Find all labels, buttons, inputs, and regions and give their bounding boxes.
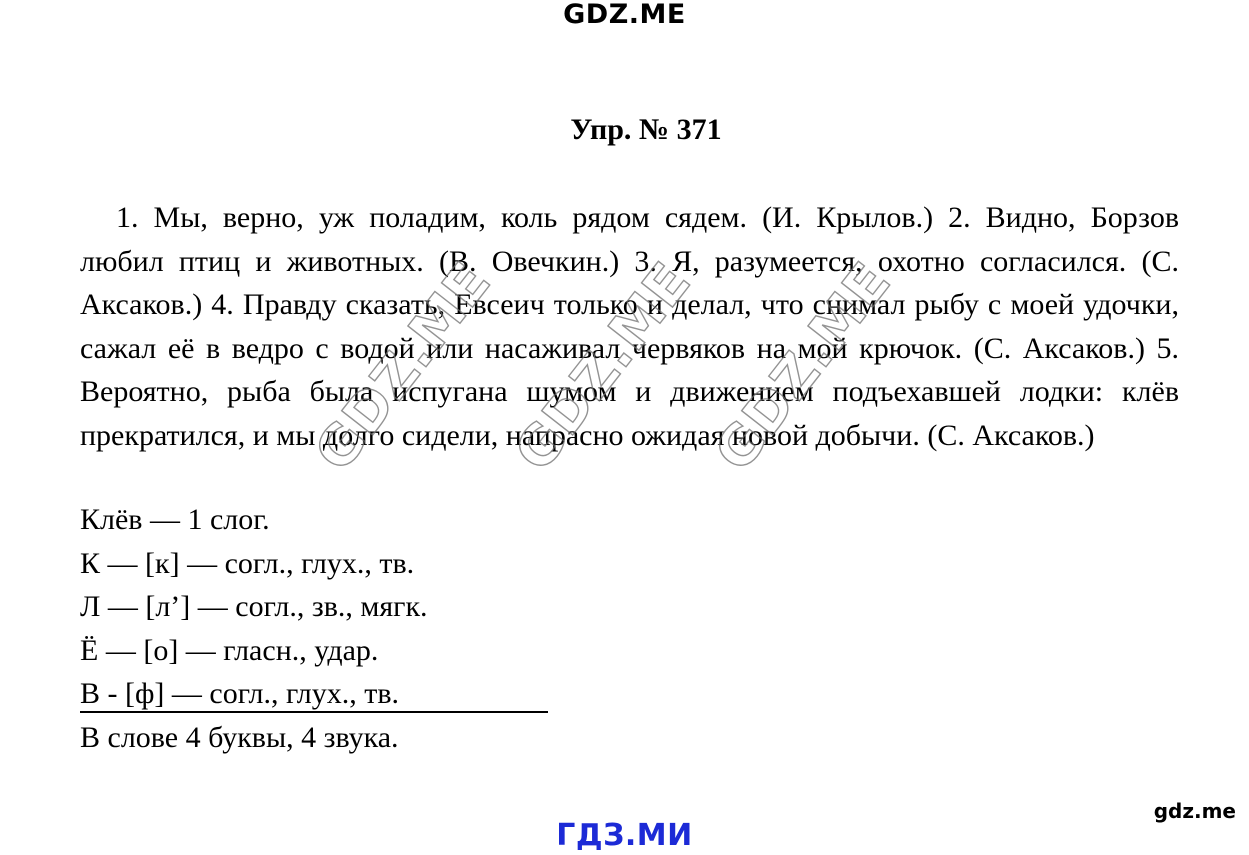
watermark: GDZ.ME [502, 250, 704, 483]
site-footer-logo: ГДЗ.МИ [556, 818, 693, 853]
site-header-logo: GDZ.ME [563, 0, 686, 30]
analysis-line-letter-v: В - [ф] — согл., глух., тв. [80, 677, 400, 711]
phonetic-analysis [80, 498, 428, 760]
analysis-line-syllables: Клёв — 1 слог. [80, 503, 270, 536]
analysis-line-letter-yo: Ё — [о] — гласн., удар. [80, 633, 379, 667]
summary-divider [80, 711, 548, 713]
watermark: GDZ.ME [702, 250, 904, 483]
corner-site-mark: gdz.me [1153, 799, 1236, 823]
exercise-paragraph: 1. Мы, верно, уж поладим, коль рядом сядем. (И. Крылов.) 2. Видно, Борзов любил птиц и животных. (В. Овечкин.) 3. Я, разумеется, охотно согласился. (С. Аксаков.) 4. Правду сказать, Евсеич только и делал, что снимал рыбу с моей удочки, сажал её в ведро с водой или насаживал червяков на мой крючок. (С. Аксаков.) 5. Вероятно, рыба была испугана шумом и движением подъехавшей лодки: клёв прекратился, и мы долго сидели, напрасно ожидая новой добычи. (С. Аксаков.) [80, 201, 1179, 452]
analysis-summary: В слове 4 буквы, 4 звука. [80, 720, 399, 754]
analysis-line-letter-l: Л — [л’] — согл., зв., мягк. [80, 590, 428, 624]
exercise-title: Упр. № 371 [570, 113, 722, 146]
watermark: GDZ.ME [302, 250, 504, 483]
analysis-line-letter-k: К — [к] — согл., глух., тв. [80, 546, 415, 580]
